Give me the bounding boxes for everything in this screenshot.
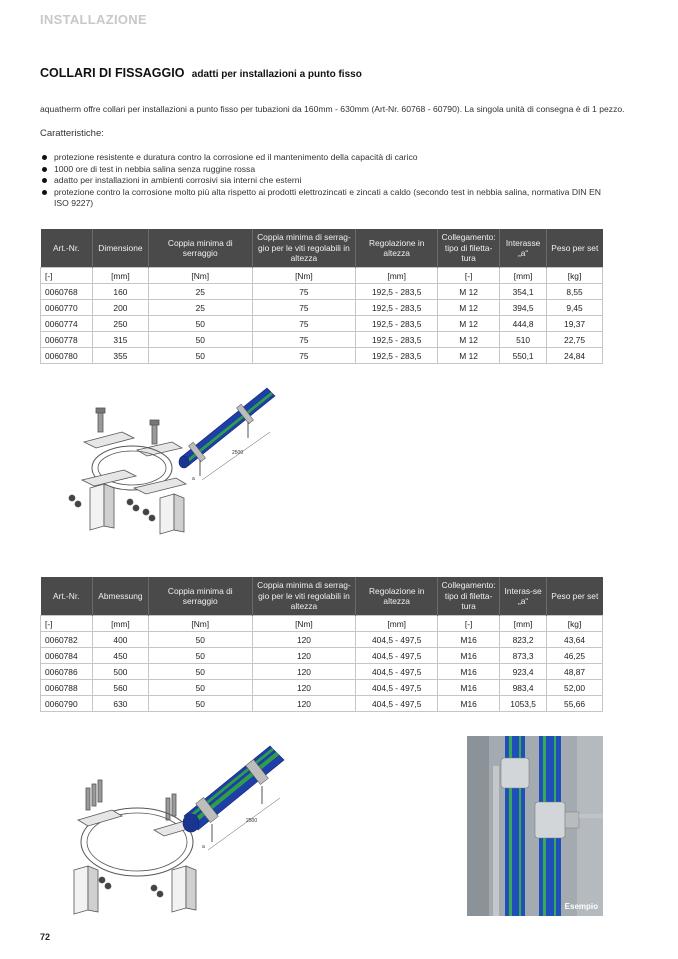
table-cell: 404,5 - 497,5 [356, 664, 438, 680]
table-cell: 0060788 [41, 680, 93, 696]
table-cell: M 12 [438, 332, 500, 348]
table-cell: 9,45 [547, 300, 603, 316]
title-main: COLLARI DI FISSAGGIO [40, 66, 185, 80]
table-cell: 50 [148, 632, 252, 648]
table-cell: 200 [92, 300, 148, 316]
example-photo [467, 736, 603, 916]
table-cell: 50 [148, 680, 252, 696]
table-cell: 923,4 [500, 664, 547, 680]
table-row [41, 696, 603, 712]
table-cell: 983,4 [500, 680, 547, 696]
table-cell: 315 [92, 332, 148, 348]
table-cell: 355 [92, 348, 148, 364]
table-cell: 24,84 [547, 348, 603, 364]
column-header: Collegamento: tipo di filetta-tura [438, 577, 500, 616]
table-cell: 75 [252, 300, 356, 316]
feature-item: protezione resistente e duratura contro la corrosione ed il mantenimento della capacità di carico [40, 152, 605, 164]
unit-cell: [mm] [92, 616, 148, 632]
table-cell: 354,1 [500, 284, 547, 300]
table-cell: 0060784 [41, 648, 93, 664]
table-cell: 50 [148, 696, 252, 712]
table-cell: 120 [252, 648, 356, 664]
column-header: Art.-Nr. [41, 229, 93, 268]
table-cell: 0060774 [41, 316, 93, 332]
table-units-row [41, 268, 603, 284]
photo-caption: Esempio [564, 902, 598, 911]
unit-cell: [mm] [356, 616, 438, 632]
feature-item: adatto per installazioni in ambienti corrosivi sia interni che esterni [40, 175, 605, 187]
table-cell: 1053,5 [500, 696, 547, 712]
spec-table-1 [40, 229, 603, 364]
table-cell: 0060790 [41, 696, 93, 712]
column-header: Regolazione in altezza [356, 229, 438, 268]
column-header: Peso per set [547, 229, 603, 268]
table-cell: 500 [92, 664, 148, 680]
column-header: Art.-Nr. [41, 577, 93, 616]
table-cell: 120 [252, 632, 356, 648]
table-cell: 25 [148, 300, 252, 316]
table-cell: 48,87 [547, 664, 603, 680]
features-heading: Caratteristiche: [40, 128, 104, 139]
example-photo-illustration [467, 736, 603, 916]
unit-cell: [Nm] [252, 268, 356, 284]
table-cell: M 12 [438, 300, 500, 316]
unit-cell: [-] [41, 268, 93, 284]
marker-label: a [202, 844, 205, 850]
unit-cell: [-] [438, 616, 500, 632]
unit-cell: [Nm] [148, 268, 252, 284]
table-cell: 120 [252, 664, 356, 680]
table-cell: 404,5 - 497,5 [356, 680, 438, 696]
column-header: Collegamento: tipo di filetta-tura [438, 229, 500, 268]
page-title [40, 66, 362, 80]
table-row [41, 316, 603, 332]
table-row [41, 300, 603, 316]
dimension-label: 2500 [246, 818, 258, 824]
table-cell: M 12 [438, 348, 500, 364]
table-cell: 550,1 [500, 348, 547, 364]
table-cell: 19,37 [547, 316, 603, 332]
table-header-row [41, 229, 603, 268]
table-cell: 873,3 [500, 648, 547, 664]
table-cell: M16 [438, 632, 500, 648]
large-clamp-technical-drawing [42, 740, 292, 915]
column-header: Interas-se „a“ [500, 577, 547, 616]
table-units-row [41, 616, 603, 632]
table-row [41, 284, 603, 300]
unit-cell: [mm] [500, 616, 547, 632]
clamp-technical-drawing [42, 380, 282, 540]
column-header: Peso per set [547, 577, 603, 616]
table-cell: 160 [92, 284, 148, 300]
table-cell: M 12 [438, 284, 500, 300]
table-cell: 55,66 [547, 696, 603, 712]
table-cell: 0060782 [41, 632, 93, 648]
table-cell: 50 [148, 332, 252, 348]
table-cell: M16 [438, 648, 500, 664]
unit-cell: [mm] [356, 268, 438, 284]
table-cell: 50 [148, 348, 252, 364]
table-cell: 43,64 [547, 632, 603, 648]
column-header: Abmessung [92, 577, 148, 616]
feature-item: protezione contro la corrosione molto più alta rispetto ai prodotti elettrozincati e zincati a caldo (secondo test in nebbia salina, normativa DIN EN ISO 9227) [40, 187, 605, 210]
table-cell: 75 [252, 332, 356, 348]
table-cell: 400 [92, 632, 148, 648]
table-cell: 823,2 [500, 632, 547, 648]
column-header: Regolazione in altezza [356, 577, 438, 616]
table-cell: 52,00 [547, 680, 603, 696]
column-header: Coppia minima di serrag-gio per le viti regolabili in altezza [252, 577, 356, 616]
table-cell: 630 [92, 696, 148, 712]
unit-cell: [mm] [500, 268, 547, 284]
table-cell: M16 [438, 664, 500, 680]
intro-paragraph: aquatherm offre collari per installazioni a punto fisso per tubazioni da 160mm - 630mm (Art-Nr. 60768 - 60790). La singola unità di consegna è di 1 pezzo. [40, 104, 625, 114]
column-header: Dimensione [92, 229, 148, 268]
column-header: Coppia minima di serraggio [148, 229, 252, 268]
table-cell: 22,75 [547, 332, 603, 348]
table-cell: 50 [148, 648, 252, 664]
table-row [41, 632, 603, 648]
table-cell: 0060770 [41, 300, 93, 316]
features-list [40, 152, 605, 210]
column-header: Interasse „a“ [500, 229, 547, 268]
spec-table-2 [40, 577, 603, 712]
table-cell: 394,5 [500, 300, 547, 316]
table-row [41, 348, 603, 364]
table-cell: M16 [438, 696, 500, 712]
unit-cell: [mm] [92, 268, 148, 284]
table-cell: M16 [438, 680, 500, 696]
table-cell: 192,5 - 283,5 [356, 300, 438, 316]
table-row [41, 648, 603, 664]
unit-cell: [-] [438, 268, 500, 284]
unit-cell: [Nm] [148, 616, 252, 632]
table-cell: 50 [148, 316, 252, 332]
column-header: Coppia minima di serraggio [148, 577, 252, 616]
table-cell: 50 [148, 664, 252, 680]
table-cell: 0060778 [41, 332, 93, 348]
table-cell: 192,5 - 283,5 [356, 284, 438, 300]
table-row [41, 332, 603, 348]
table-cell: 0060768 [41, 284, 93, 300]
marker-label: a [192, 476, 195, 482]
table-cell: 0060786 [41, 664, 93, 680]
dimension-label: 2500 [232, 450, 244, 456]
table-cell: 560 [92, 680, 148, 696]
table-cell: 25 [148, 284, 252, 300]
table-cell: 75 [252, 348, 356, 364]
unit-cell: [Nm] [252, 616, 356, 632]
table-cell: 75 [252, 316, 356, 332]
table-cell: 444,8 [500, 316, 547, 332]
table-header-row [41, 577, 603, 616]
table-cell: 8,55 [547, 284, 603, 300]
unit-cell: [kg] [547, 616, 603, 632]
feature-item: 1000 ore di test in nebbia salina senza ruggine rossa [40, 164, 605, 176]
title-subtitle: adatti per installazioni a punto fisso [191, 69, 362, 80]
table-cell: 46,25 [547, 648, 603, 664]
table-row [41, 680, 603, 696]
table-cell: 450 [92, 648, 148, 664]
table-cell: 192,5 - 283,5 [356, 316, 438, 332]
page-number: 72 [40, 932, 51, 942]
table-cell: 404,5 - 497,5 [356, 696, 438, 712]
table-cell: 510 [500, 332, 547, 348]
table-cell: 75 [252, 284, 356, 300]
table-cell: 250 [92, 316, 148, 332]
unit-cell: [-] [41, 616, 93, 632]
column-header: Coppia minima di serrag-gio per le viti regolabili in altezza [252, 229, 356, 268]
table-cell: 192,5 - 283,5 [356, 332, 438, 348]
unit-cell: [kg] [547, 268, 603, 284]
section-label: INSTALLAZIONE [40, 12, 147, 27]
table-cell: 0060780 [41, 348, 93, 364]
table-cell: 404,5 - 497,5 [356, 648, 438, 664]
table-cell: M 12 [438, 316, 500, 332]
table-cell: 120 [252, 696, 356, 712]
table-cell: 192,5 - 283,5 [356, 348, 438, 364]
table-row [41, 664, 603, 680]
table-cell: 404,5 - 497,5 [356, 632, 438, 648]
table-cell: 120 [252, 680, 356, 696]
